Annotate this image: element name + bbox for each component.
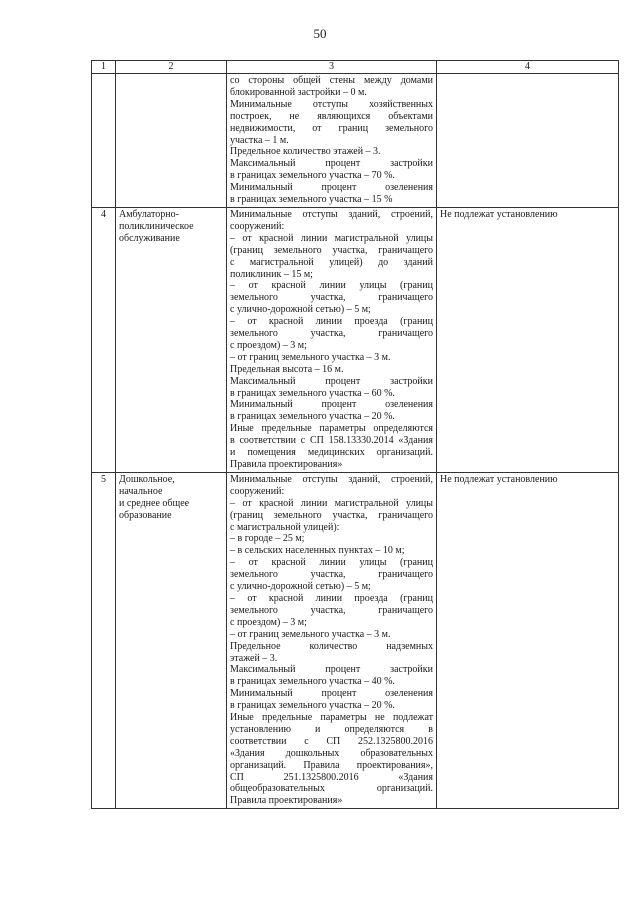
- parameter-line: Минимальный процент озеленения: [230, 688, 433, 700]
- parameter-line: в границах земельного участка – 70 %.: [230, 170, 395, 182]
- parameter-line: этажей – 3.: [230, 652, 278, 664]
- land-use-type-line: Амбулаторно-: [119, 208, 179, 220]
- parameter-line: Иные предельные параметры определяются: [230, 423, 433, 435]
- parameter-line: в границах земельного участка – 20 %.: [230, 700, 395, 712]
- parameter-line: Максимальный процент застройки: [230, 158, 433, 170]
- column-header: 2: [116, 61, 227, 74]
- parameter-line: Минимальные отступы хозяйственных: [230, 98, 433, 110]
- parameter-line: земельного участка, граничащего: [230, 292, 433, 304]
- parameter-line: с улично-дорожной сетью) – 5 м;: [230, 581, 371, 593]
- parameters-cell: [227, 207, 437, 472]
- parameter-line: земельного участка, граничащего: [230, 604, 433, 616]
- parameter-line: «Здания дошкольных образовательных: [230, 747, 433, 759]
- land-use-type-cell: [116, 207, 227, 472]
- parameter-line: – от красной линии проезда (границ: [230, 316, 433, 328]
- restrictions-text: Не подлежат установлению: [440, 208, 558, 220]
- parameter-line: – от красной линии улицы (границ: [230, 280, 433, 292]
- row-number-cell: [92, 74, 116, 208]
- parameter-line: сооружений:: [230, 485, 285, 497]
- parameter-line: – в сельских населенных пунктах – 10 м;: [230, 545, 405, 557]
- parameter-line: в границах земельного участка – 15 %: [230, 194, 393, 206]
- land-use-type-line: начальное: [119, 485, 163, 497]
- parameter-line: построек, не являющихся объектами: [230, 110, 433, 122]
- parameter-line: Правила проектирования»: [230, 795, 343, 807]
- land-use-type-line: обслуживание: [119, 232, 180, 244]
- land-use-type-cell: [116, 472, 227, 808]
- parameter-line: (границ земельного участка, граничащего: [230, 509, 433, 521]
- parameter-line: сооружений:: [230, 220, 285, 232]
- parameter-line: и помещения медицинских организаций.: [230, 447, 433, 459]
- parameter-line: с магистральной улицей):: [230, 521, 340, 533]
- row-number-cell: 5: [92, 472, 116, 808]
- table-row: [92, 472, 619, 808]
- table-row: [92, 74, 619, 208]
- parameter-line: Минимальные отступы зданий, строений,: [230, 208, 433, 220]
- restrictions-cell: [437, 472, 619, 808]
- parameter-line: недвижимости, от границ земельного: [230, 122, 433, 134]
- parameter-line: Предельная высота – 16 м.: [230, 363, 344, 375]
- column-header: 1: [92, 61, 116, 74]
- parameter-line: Предельное количество этажей – 3.: [230, 146, 381, 158]
- parameters-cell: [227, 74, 437, 208]
- parameter-line: общеобразовательных организаций.: [230, 783, 433, 795]
- parameter-line: земельного участка, граничащего: [230, 328, 433, 340]
- parameter-line: установлению и определяются в: [230, 723, 433, 735]
- parameter-line: СП 251.1325800.2016 «Здания: [230, 771, 433, 783]
- parameter-line: – в городе – 25 м;: [230, 533, 305, 545]
- restrictions-cell: [437, 74, 619, 208]
- land-use-type-line: образование: [119, 509, 172, 521]
- parameter-line: в границах земельного участка – 20 %.: [230, 411, 395, 423]
- parameter-line: организаций. Правила проектирования»,: [230, 759, 433, 771]
- parameter-line: в границах земельного участка – 40 %.: [230, 676, 395, 688]
- parameter-line: соответствии с СП 252.1325800.2016: [230, 735, 433, 747]
- parameter-line: в границах земельного участка – 60 %.: [230, 387, 395, 399]
- parameter-line: блокированной застройки – 0 м.: [230, 86, 367, 98]
- land-use-type-line: и среднее общее: [119, 497, 190, 509]
- parameter-line: земельного участка, граничащего: [230, 569, 433, 581]
- parameter-line: – от красной линии проезда (границ: [230, 592, 433, 604]
- parameter-line: с проездом) – 3 м;: [230, 616, 307, 628]
- parameters-cell: [227, 472, 437, 808]
- parameter-line: со стороны общей стены между домами: [230, 75, 433, 86]
- column-header: 3: [227, 61, 437, 74]
- regulations-table: [91, 60, 619, 809]
- parameter-line: участка – 1 м.: [230, 134, 289, 146]
- land-use-type-line: поликлиническое: [119, 220, 194, 232]
- parameter-line: Минимальные отступы зданий, строений,: [230, 473, 433, 485]
- row-number-cell: 4: [92, 207, 116, 472]
- parameter-line: Правила проектирования»: [230, 459, 343, 470]
- parameter-line: – от красной линии улицы (границ: [230, 557, 433, 569]
- parameter-line: (границ земельного участка, граничащего: [230, 244, 433, 256]
- page-number: 50: [313, 26, 327, 41]
- land-use-type-line: Дошкольное,: [119, 473, 175, 485]
- parameter-line: с проездом) – 3 м;: [230, 339, 307, 351]
- restrictions-cell: [437, 207, 619, 472]
- parameter-line: – от границ земельного участка – 3 м.: [230, 351, 391, 363]
- parameter-line: с магистральной улицей) до зданий: [230, 256, 433, 268]
- parameter-line: Максимальный процент застройки: [230, 375, 433, 387]
- parameter-line: Предельное количество надземных: [230, 640, 433, 652]
- table-header-row: [92, 61, 619, 74]
- parameter-line: Максимальный процент застройки: [230, 664, 433, 676]
- land-use-type-cell: [116, 74, 227, 208]
- parameter-line: с улично-дорожной сетью) – 5 м;: [230, 304, 371, 316]
- parameter-line: Минимальный процент озеленения: [230, 182, 433, 194]
- restrictions-text: Не подлежат установлению: [440, 473, 558, 485]
- parameter-line: – от границ земельного участка – 3 м.: [230, 628, 391, 640]
- parameter-line: в соответствии с СП 158.13330.2014 «Здания: [230, 435, 433, 447]
- parameter-line: Иные предельные параметры не подлежат: [230, 712, 433, 724]
- table-row: [92, 207, 619, 472]
- parameter-line: – от красной линии магистральной улицы: [230, 232, 433, 244]
- parameter-line: – от красной линии магистральной улицы: [230, 497, 433, 509]
- column-header: 4: [437, 61, 619, 74]
- parameter-line: поликлиник – 15 м;: [230, 268, 313, 280]
- parameter-line: Минимальный процент озеленения: [230, 399, 433, 411]
